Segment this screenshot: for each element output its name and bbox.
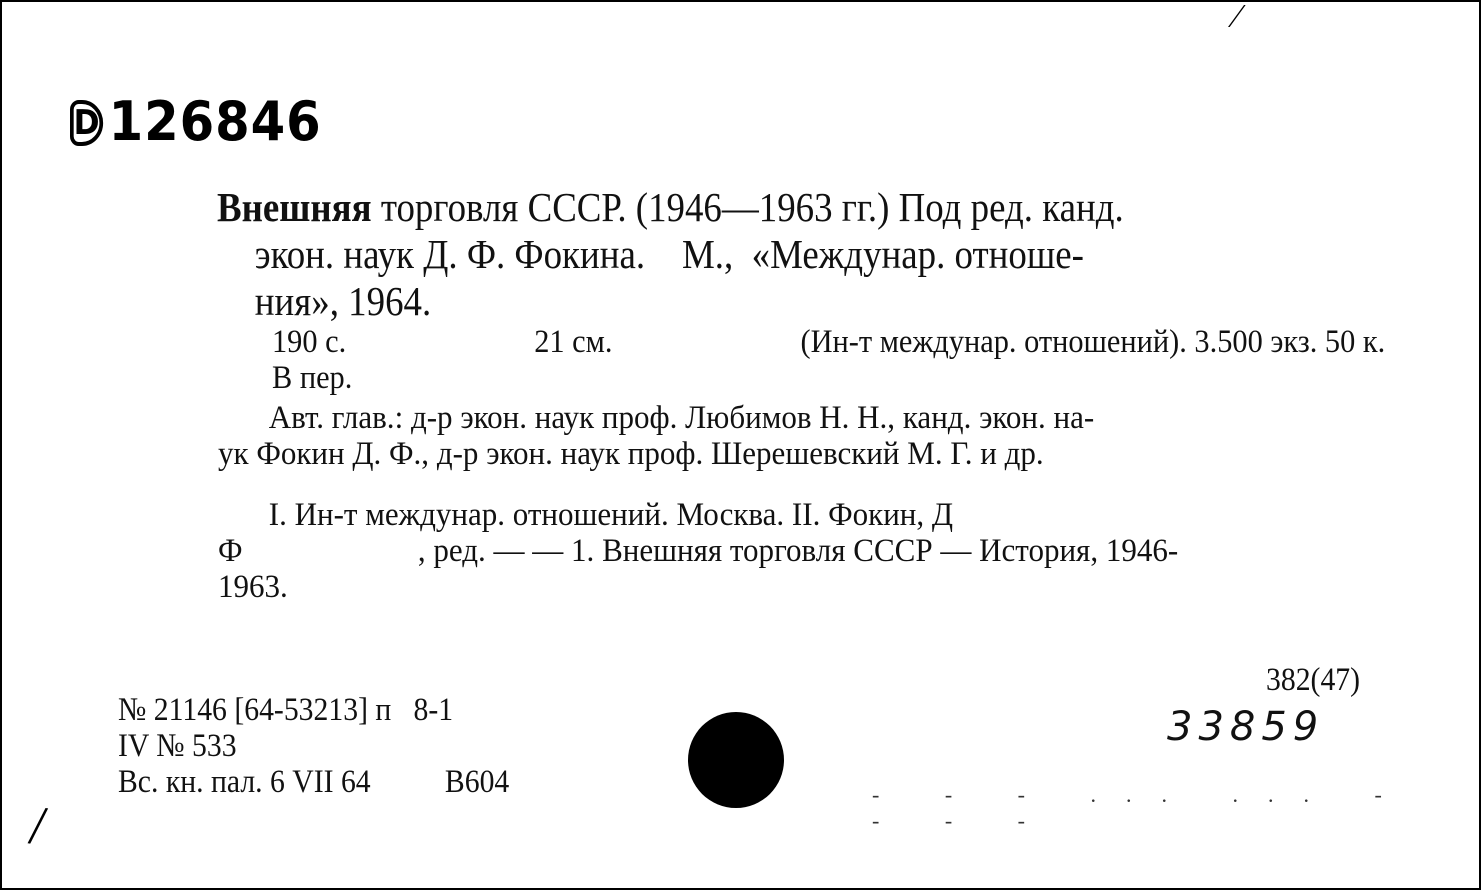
tracing-subject: , ред. — — 1. Внешняя торговля СССР — История, 1946- — [417, 533, 1179, 569]
title-block — [217, 184, 1268, 325]
footer-chamber: Вс. кн. пал. 6 VII 64 — [118, 764, 371, 800]
tracing-line-1: I. Ин-т междунар. отношений. Москва. II. Фокин, Д — [268, 497, 954, 533]
title-line-3: ния», 1964. — [254, 278, 432, 324]
pencil-mark-bottom: / — [25, 794, 50, 858]
collation-pages: 190 с. — [272, 324, 347, 360]
punch-hole — [688, 712, 784, 808]
title-line-2: экон. наук Д. Ф. Фокина. М., «Междунар. отноше- — [254, 231, 1084, 277]
footer-line-2: IV № 533 — [118, 728, 237, 764]
title-rest: торговля СССР. (1946—1963 гг.) Под ред. канд. — [371, 184, 1124, 230]
tracing-initial: Ф — [218, 533, 243, 569]
tracing-line-3: 1963. — [218, 569, 288, 605]
stamp-number: 126846 — [108, 90, 322, 153]
binding-note: В пер. — [272, 360, 353, 396]
classification-number: 382(47) — [1266, 662, 1361, 698]
collation-rest: (Ин-т междунар. отношений). 3.500 экз. 50 к. — [800, 324, 1386, 360]
pencil-dots: - - - ... ... - - - - — [872, 782, 1412, 833]
handwritten-number: 33859 — [1167, 704, 1325, 750]
footer-line-3 — [118, 764, 509, 800]
pencil-mark-top: ⁄ — [1234, 0, 1240, 35]
authors-block — [218, 400, 1327, 472]
title-line-1 — [217, 184, 1268, 231]
footer-line-1: № 21146 [64-53213] п 8-1 — [118, 692, 454, 728]
collation-size: 21 см. — [534, 324, 613, 360]
title-lead-word: Внешняя — [217, 184, 372, 230]
collation-block — [272, 324, 1387, 396]
authors-line-2: ук Фокин Д. Ф., д-р экон. наук проф. Шерешевский М. Г. и др. — [218, 436, 1044, 472]
stamp-prefix: D — [70, 100, 103, 146]
imprint-footer — [118, 692, 509, 800]
authors-line-1: Авт. глав.: д-р экон. наук проф. Любимов Н. Н., канд. экон. на- — [268, 400, 1095, 436]
accession-stamp — [70, 90, 322, 153]
footer-code: В604 — [444, 764, 510, 800]
tracing-line-2 — [218, 533, 1327, 569]
tracings-block — [218, 497, 1327, 605]
